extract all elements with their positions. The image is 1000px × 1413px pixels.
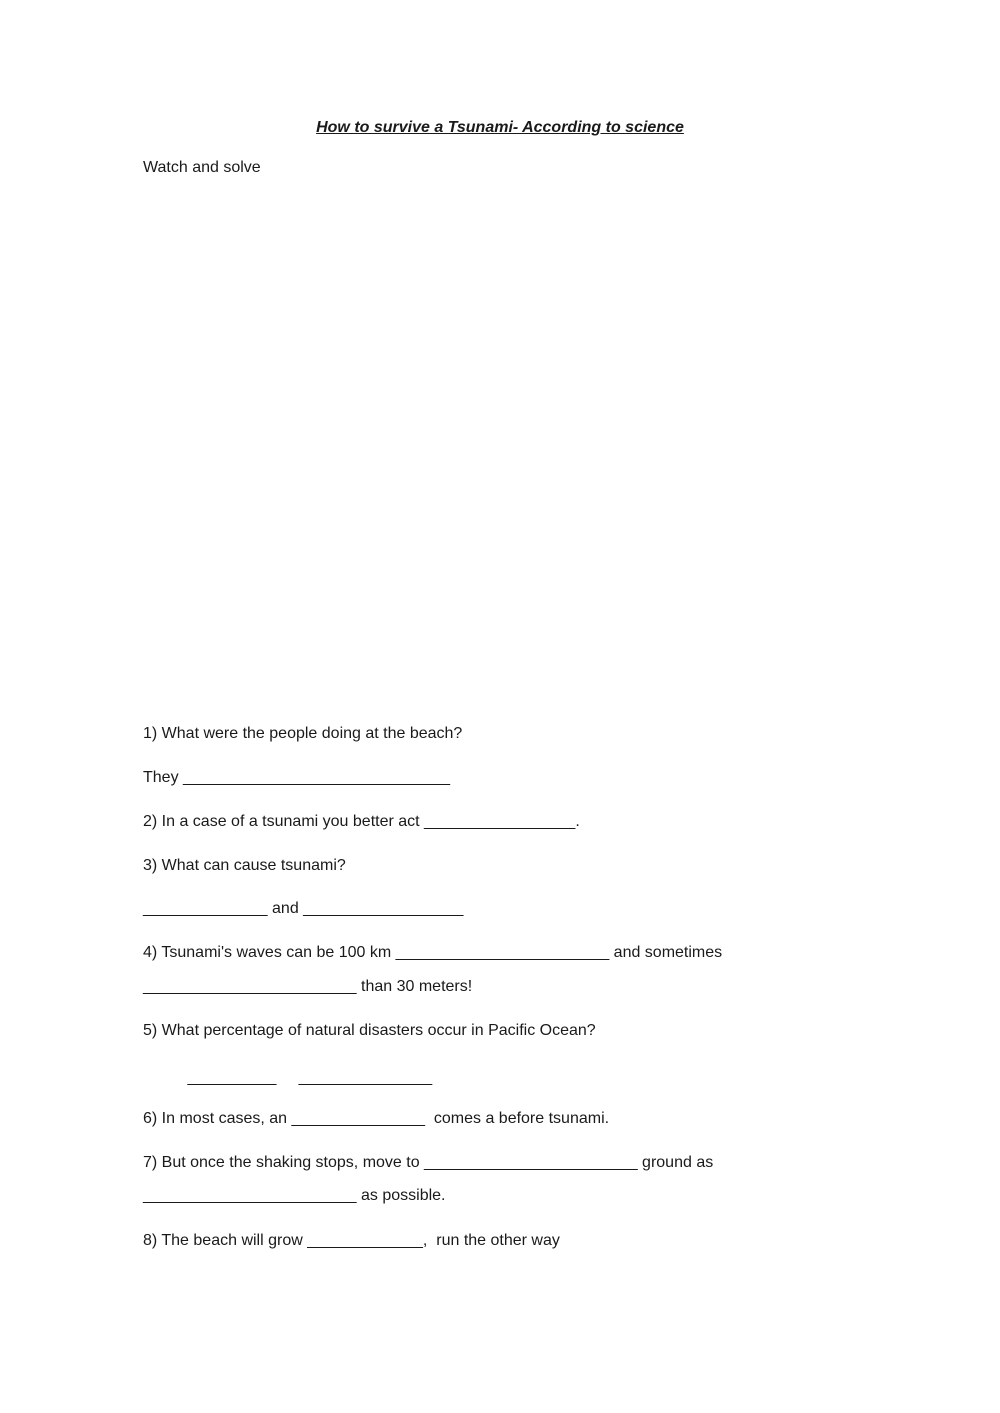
question-4-continued: ________________________ than 30 meters! xyxy=(143,978,473,995)
question-6: 6) In most cases, an _______________ comes a before tsunami. xyxy=(143,1110,610,1127)
question-7: 7) But once the shaking stops, move to ________________________ ground as xyxy=(143,1154,714,1171)
answer-5-blank: __________ _______________ xyxy=(143,1069,433,1086)
video-placeholder-area xyxy=(143,200,857,690)
instruction-text: Watch and solve xyxy=(143,159,261,176)
question-7-continued: ________________________ as possible. xyxy=(143,1187,446,1204)
question-3: 3) What can cause tsunami? xyxy=(143,857,346,874)
question-1: 1) What were the people doing at the beach? xyxy=(143,725,463,742)
question-8: 8) The beach will grow _____________, run the other way xyxy=(143,1232,560,1249)
answer-3-blank: ______________ and __________________ xyxy=(143,900,464,917)
question-4: 4) Tsunami's waves can be 100 km ________________________ and sometimes xyxy=(143,944,723,961)
worksheet-title: How to survive a Tsunami- According to science xyxy=(316,119,684,136)
question-2: 2) In a case of a tsunami you better act _________________. xyxy=(143,813,580,830)
question-5: 5) What percentage of natural disasters occur in Pacific Ocean? xyxy=(143,1022,596,1039)
answer-1-blank: They ______________________________ xyxy=(143,769,450,786)
